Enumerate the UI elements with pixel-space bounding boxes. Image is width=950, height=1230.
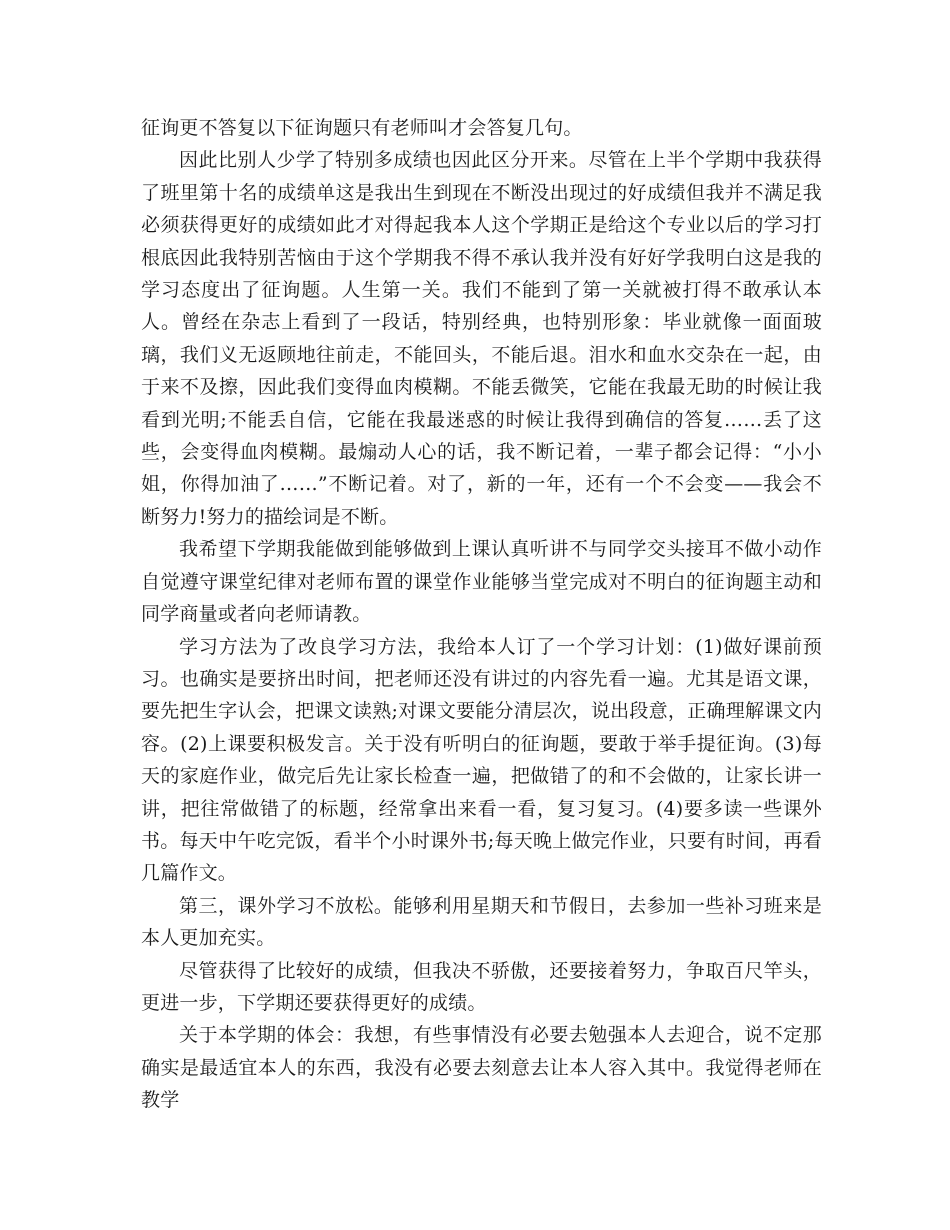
paragraph-1: 征询更不答复以下征询题只有老师叫才会答复几句。	[141, 117, 583, 139]
paragraph-4: 学习方法为了改良学习方法，我给本人订了一个学习计划：(1)做好课前预习。也确实是要挤出时间，把老师还没有讲过的内容先看一遍。尤其是语文课，要先把生字认会，把课文读熟;对课文要能分清层次，说出段意，正确理解课文内容。(2)上课要积极发言。关于没有听明白的征询题，要敢于举手提征询。(3)每天的家庭作业，做完后先让家长检查一遍，把做错了的和不会做的，让家长讲一讲，把往常做错了的标题，经常拿出来看一看，复习复习。(4)要多读一些课外书。每天中午吃完饭，看半个小时课外书;每天晚上做完作业，只要有时间，再看几篇作文。	[141, 635, 822, 885]
document-body	[141, 112, 822, 1117]
paragraph-3: 我希望下学期我能做到能够做到上课认真听讲不与同学交头接耳不做小动作自觉遵守课堂纪律对老师布置的课堂作业能够当堂完成对不明白的征询题主动和同学商量或者向老师请教。	[141, 538, 822, 626]
paragraph-6: 尽管获得了比较好的成绩，但我决不骄傲，还要接着努力，争取百尺竿头，更进一步，下学期还要获得更好的成绩。	[141, 959, 822, 1014]
paragraph-5: 第三，课外学习不放松。能够利用星期天和节假日，去参加一些补习班来是本人更加充实。	[141, 894, 822, 950]
paragraph-7: 关于本学期的体会：我想，有些事情没有必要去勉强本人去迎合，说不定那确实是最适宜本人的东西，我没有必要去刻意去让本人容入其中。我觉得老师在教学	[141, 1024, 822, 1112]
paragraph-2: 因此比别人少学了特别多成绩也因此区分开来。尽管在上半个学期中我获得了班里第十名的成绩单这是我出生到现在不断没出现过的好成绩但我并不满足我必须获得更好的成绩如此才对得起我本人这个学期正是给这个专业以后的学习打根底因此我特别苦恼由于这个学期我不得不承认我并没有好好学我明白这是我的学习态度出了征询题。人生第一关。我们不能到了第一关就被打得不敢承认本人。曾经在杂志上看到了一段话，特别经典，也特别形象：毕业就像一面面玻璃，我们义无返顾地往前走，不能回头，不能后退。泪水和血水交杂在一起，由于来不及擦，因此我们变得血肉模糊。不能丢微笑，它能在我最无助的时候让我看到光明;不能丢自信，它能在我最迷惑的时候让我得到确信的答复……丢了这些，会变得血肉模糊。最煽动人心的话，我不断记着，一辈子都会记得：“小小姐，你得加油了……”不断记着。对了，新的一年，还有一个不会变——我会不断努力!努力的描绘词是不断。	[141, 149, 822, 528]
